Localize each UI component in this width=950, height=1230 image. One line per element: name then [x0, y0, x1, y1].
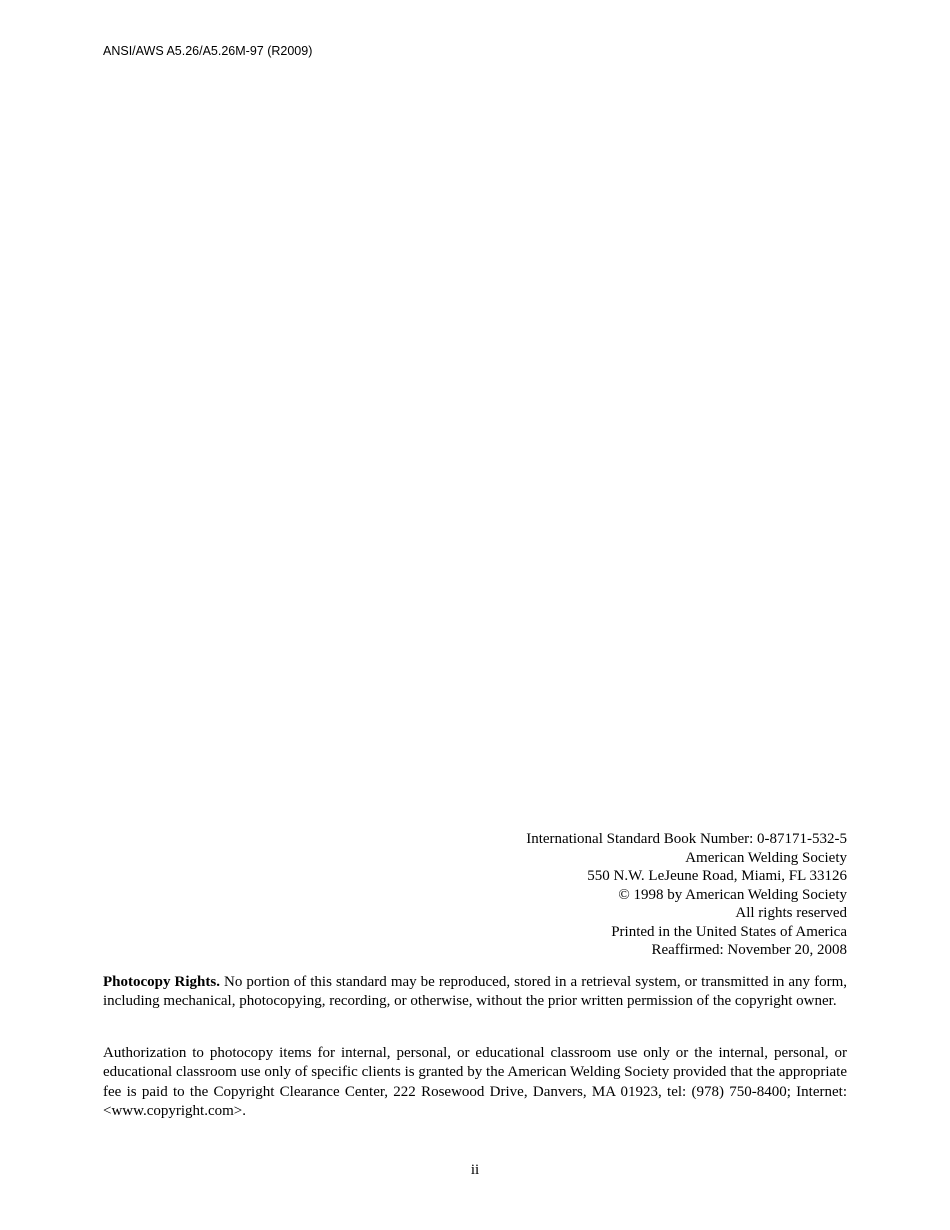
authorization-paragraph: Authorization to photocopy items for internal, personal, or educational classroom use only or the internal, personal, or educational classroom use only of specific clients is granted by the American Welding Society provided that the appropriate fee is paid to the Copyright Clearance Center, 222 Rosewood Drive, Danvers, MA 01923, tel: (978) 750-8400; Internet: <www.copyright.com>. — [103, 1045, 847, 1119]
photocopy-rights-paragraph — [103, 973, 847, 1012]
rights-reserved-line: All rights reserved — [735, 905, 847, 921]
page-number: ii — [470, 1162, 480, 1178]
publisher-name: American Welding Society — [685, 849, 847, 866]
printed-in-line: Printed in the United States of America — [611, 923, 847, 940]
copyright-line: © 1998 by American Welding Society — [618, 886, 847, 903]
publication-imprint — [247, 830, 847, 960]
photocopy-rights-heading: Photocopy Rights. — [103, 974, 220, 990]
publisher-address: 550 N.W. LeJeune Road, Miami, FL 33126 — [587, 868, 847, 884]
photocopy-rights-text: No portion of this standard may be reproduced, stored in a retrieval system, or transmitted in any form, including mechanical, photocopying, recording, or otherwise, without the prior written permission of the copyright owner. — [103, 974, 847, 1010]
reaffirmed-date-line: Reaffirmed: November 20, 2008 — [651, 942, 847, 958]
running-header: ANSI/AWS A5.26/A5.26M-97 (R2009) — [103, 44, 313, 58]
isbn-line: International Standard Book Number: 0-87171-532-5 — [526, 831, 847, 847]
